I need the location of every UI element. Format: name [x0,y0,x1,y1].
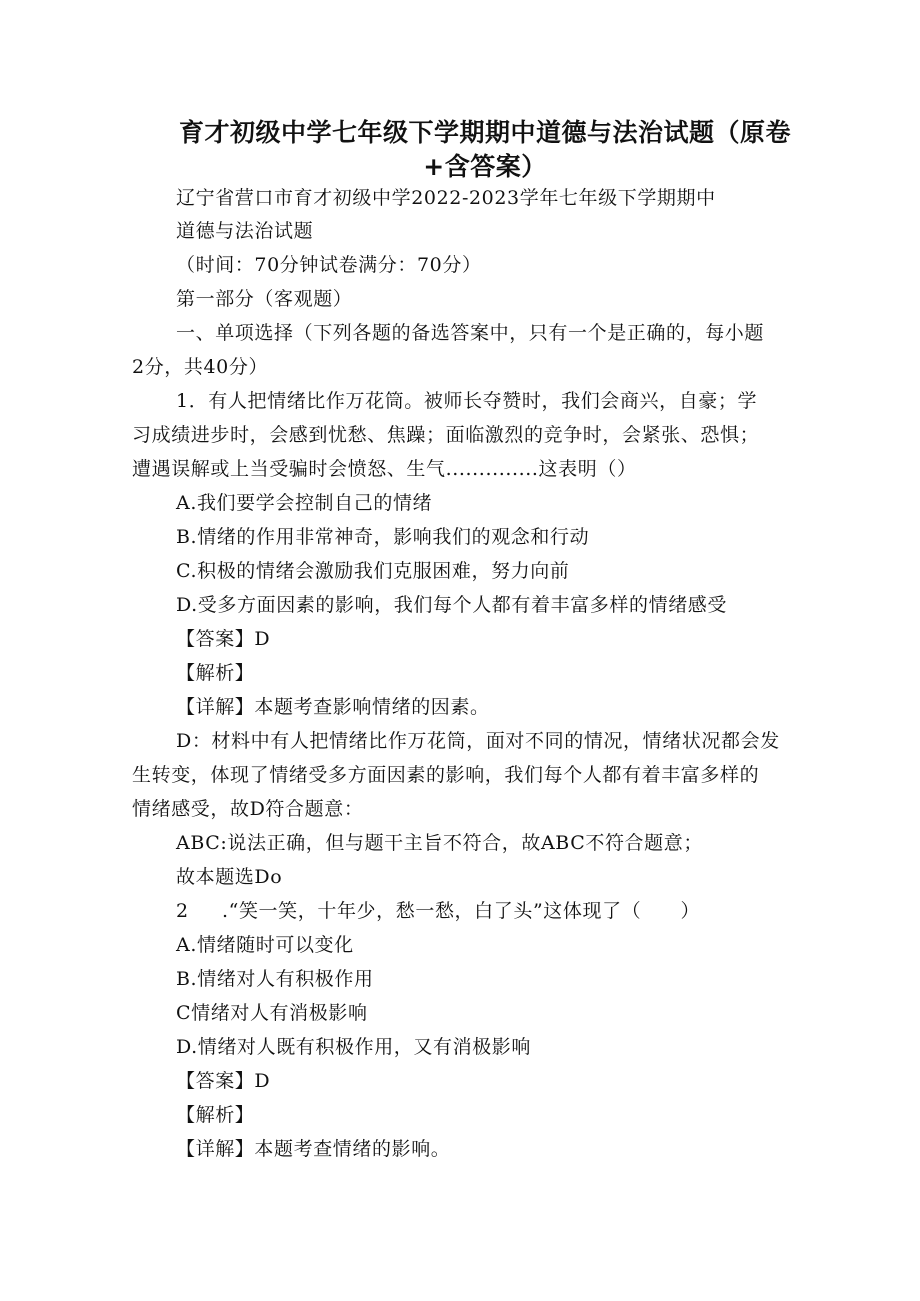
subtitle-line-1: 辽宁省营口市育才初级中学2022-2023学年七年级下学期期中 [176,187,716,209]
question-2-option-b: B.情绪对人有积极作用 [176,968,374,990]
question-1-option-a: A.我们要学会控制自己的情绪 [176,492,433,514]
question-1-option-b: B.情绪的作用非常神奇，影响我们的观念和行动 [176,526,590,548]
question-2-analysis-heading: 【解析】 [176,1104,255,1126]
document-title-line-1: 育才初级中学七年级下学期期中道德与法治试题（原卷 [178,118,791,147]
question-1-option-c: C.积极的情绪会激励我们克服困难，努力向前 [176,560,570,582]
question-1-explanation-line-3: 情绪感受，故D符合题意： [132,798,364,820]
question-2-stem: .“笑一笑，十年少，愁一愁，白了头”这体现了（ ） [222,900,701,922]
question-1-detail: 【详解】本题考查影响情绪的因素。 [176,696,490,718]
question-1-stem-line-2: 习成绩进步时，会感到忧愁、焦躁；面临激烈的竞争时，会紧张、恐惧； [132,424,760,446]
question-1-stem-line-3: 遭遇误解或上当受骗时会愤怒、生气..............这表明（） [132,458,637,480]
question-1-answer: 【答案】D [176,628,271,650]
question-2-detail: 【详解】本题考查情绪的影响。 [176,1138,451,1160]
subtitle-line-2: 道德与法治试题 [176,220,314,242]
question-1-conclusion: 故本题选Do [176,866,283,888]
question-2-option-c: C情绪对人有消极影响 [176,1002,368,1024]
question-1-analysis-heading: 【解析】 [176,662,255,684]
question-2-number: 2 [176,900,189,922]
document-title-line-2: +含答案） [423,152,547,181]
question-1-option-d: D.受多方面因素的影响，我们每个人都有着丰富多样的情绪感受 [176,594,727,616]
question-2-option-a: A.情绪随时可以变化 [176,934,354,956]
exam-info: （时间：70分钟试卷满分：70分） [176,254,482,276]
part-title: 第一部分（客观题） [176,288,353,310]
section-heading-line-2: 2分，共40分） [132,356,269,378]
question-2-answer: 【答案】D [176,1070,271,1092]
question-1-explanation-line-4: ABC:说法正确，但与题干主旨不符合，故ABC不符合题意； [176,832,703,854]
question-2-option-d: D.情绪对人既有积极作用，又有消极影响 [176,1036,531,1058]
section-heading-line-1: 一、单项选择（下列各题的备选答案中，只有一个是正确的，每小题 [176,322,765,344]
question-1-stem-line-1: 1．有人把情绪比作万花筒。被师长夺赞时，我们会商兴，自豪；学 [176,390,758,412]
question-1-explanation-line-2: 生转变，体现了情绪受多方面因素的影响，我们每个人都有着丰富多样的 [132,764,760,786]
question-1-explanation-line-1: D：材料中有人把情绪比作万花筒，面对不同的情况，情绪状况都会发 [176,730,780,752]
